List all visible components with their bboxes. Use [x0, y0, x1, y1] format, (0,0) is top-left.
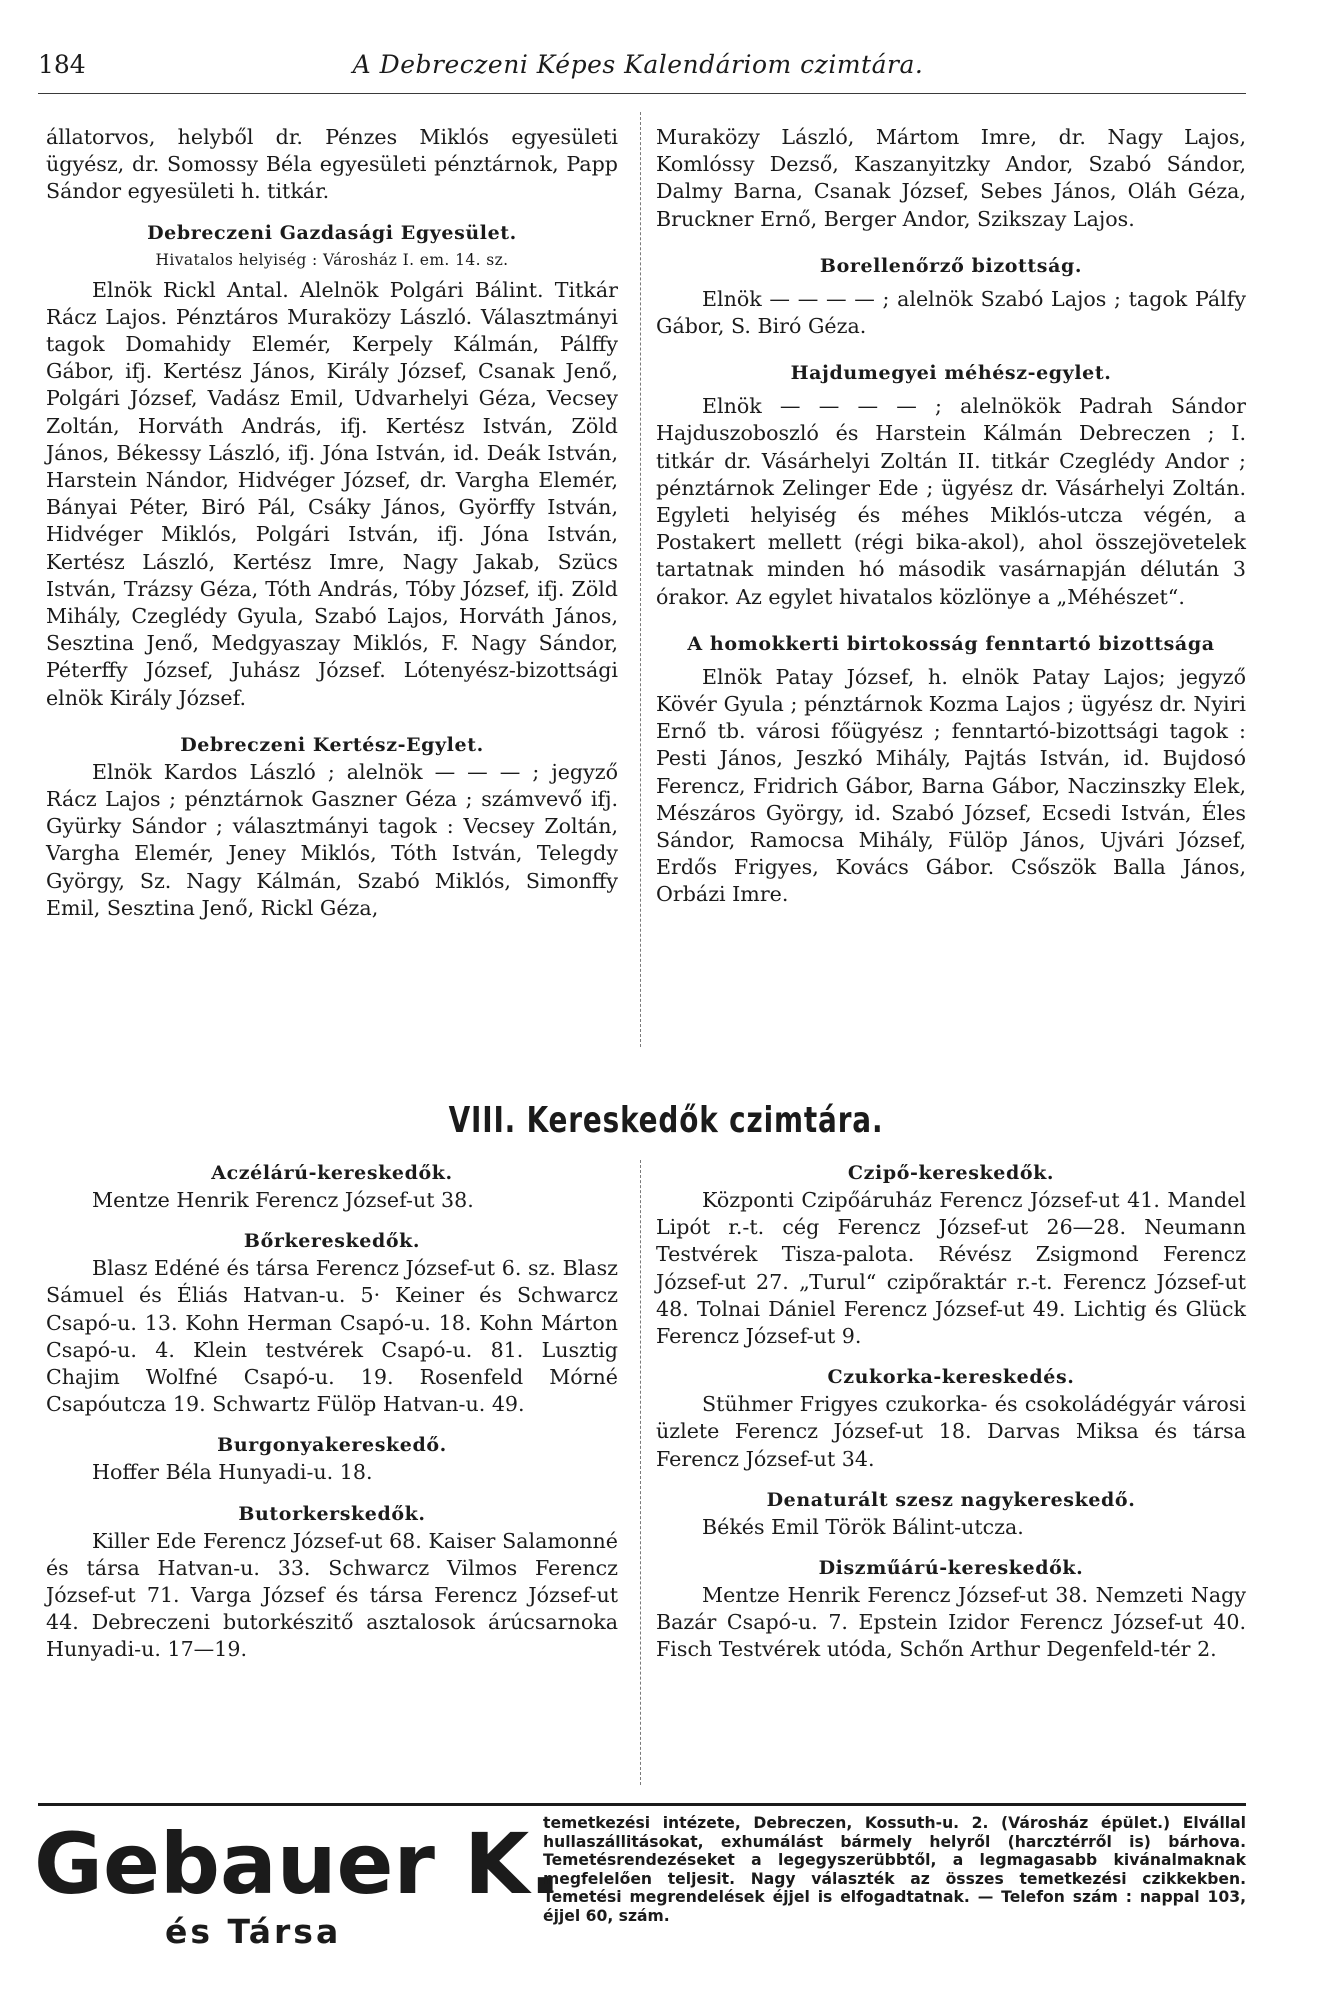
- section-heading-gazdasagi: Debreczeni Gazdasági Egyesület.: [147, 221, 517, 244]
- heading-aczelaru: Aczélárú-kereskedők.: [211, 1162, 453, 1184]
- heading-diszmuaru: Diszműárú-kereskedők.: [818, 1557, 1084, 1580]
- burgonya-body: Hoffer Béla Hunyadi-u. 18.: [92, 1460, 373, 1485]
- section-heading-kertesz: Debreczeni Kertész-Egylet.: [180, 733, 484, 756]
- borkereskedok-body: Blasz Edéné és társa Ferencz József-ut 6. sz. Blasz Sámuel és Éliás Hatvan-u. 5· Keiner és Schwarcz Csapó-u. 13. Kohn Herman Csapó-u. 18. Kohn Márton Csapó-u. 4. Klein testvérek Csapó-u. 81. Lusztig Chajim Wolfné Csapó-u. 19. Rosenfeld Mórné Csapóutcza 19. Schwartz Fülöp Hatvan-u. 49.: [46, 1256, 618, 1417]
- section-title: VIII. Kereskedők czimtára.: [448, 1100, 884, 1141]
- intro-paragraph: állatorvos, helyből dr. Pénzes Miklós egyesületi ügyész, dr. Somossy Béla egyesületi pénztárnok, Papp Sándor egyesületi h. titkár.: [46, 125, 618, 204]
- column-divider-top: [640, 112, 641, 1047]
- diszmuaru-body: Mentze Henrik Ferencz József-ut 38. Nemzeti Nagy Bazár Csapó-u. 7. Epstein Izidor Ferencz József-ut 40. Fisch Testvérek utóda, Schőn Arthur Degenfeld-tér 2.: [656, 1583, 1246, 1662]
- advert-company-name: Gebauer K.: [34, 1815, 562, 1913]
- top-left-column: [46, 124, 618, 922]
- borellenorzo-body: Elnök — — — — ; alelnök Szabó Lajos ; tagok Pálfy Gábor, S. Biró Géza.: [656, 286, 1246, 339]
- aczelaru-body: Mentze Henrik Ferencz József-ut 38.: [92, 1188, 474, 1212]
- advert-text: temetkezési intézete, Debreczen, Kossuth-u. 2. (Városház épület.) Elvállal hullaszállitásokat, exhumálást bármely helyről (harcztérről is) bárhova. Temetésrendezéseket a legegyszerübbtől, a legmagasabb kivánalmaknak megfelelően teljesit. Nagy választék az összes temetkezési czikkekben. Temetési megrendelések éjjel is elfogadtatnak. — Telefon szám : nappal 103, éjjel 60, szám.: [543, 1814, 1246, 1925]
- heading-szesz: Denaturált szesz nagykereskedő.: [766, 1488, 1136, 1511]
- page-header: [38, 48, 1238, 88]
- section-heading-homokkerti: A homokkerti birtokosság fenntartó bizottsága: [687, 632, 1215, 655]
- gazdasagi-body: Elnök Rickl Antal. Alelnök Polgári Bálint. Titkár Rácz Lajos. Pénztáros Muraközy László. Választmányi tagok Domahidy Elemér, Kerpely Kálmán, Pálffy Gábor, ifj. Kertész János, Király József, Csanak Jenő, Polgári József, Vadász Emil, Udvarhelyi Géza, Vecsey Zoltán, Horváth András, ifj. Kertész István, Zöld János, Békessy László, ifj. Jóna István, id. Deák István, Harstein Nándor, Hidvéger József, dr. Vargha Elemér, Bányai Péter, Biró Pál, Csáky János, Györffy István, Hidvéger Miklós, Polgári István, ifj. Jóna István, Kertész László, Kertész Imre, Nagy Jakab, Szücs István, Trázsy Géza, Tóth András, Tóby József, ifj. Zöld Mihály, Czeglédy Gyula, Szabó Lajos, Horváth János, Sesztina Jenő, Medgyaszay Miklós, F. Nagy Sándor, Péterffy József, Juhász József. Lótenyész-bizottsági elnök Király József.: [46, 277, 618, 710]
- section-heading-mehesz: Hajdumegyei méhész-egylet.: [790, 362, 1112, 385]
- heading-cipo: Czipő-kereskedők.: [847, 1162, 1055, 1184]
- heading-borkereskedok: Bőrkereskedők.: [243, 1230, 421, 1253]
- bottom-right-column: [656, 1160, 1246, 1664]
- running-title: A Debreczeni Képes Kalendáriom czimtára.: [352, 50, 924, 79]
- continued-paragraph: Muraközy László, Mártom Imre, dr. Nagy Lajos, Komlóssy Dezső, Kaszanyitzky Andor, Szabó Sándor, Dalmy Barna, Csanak József, Sebes János, Oláh Géza, Bruckner Ernő, Berger Andor, Szikszay Lajos.: [656, 125, 1246, 231]
- szesz-body: Békés Emil Török Bálint-utcza.: [702, 1514, 1024, 1539]
- butor-body: Killer Ede Ferencz József-ut 68. Kaiser Salamonné és társa Hatvan-u. 33. Schwarcz Vilmos Ferencz József-ut 71. Varga József és társa Ferencz József-ut 44. Debreczeni butorkészitő asztalosok árúcsarnoka Hunyadi-u. 17—19.: [46, 1528, 618, 1662]
- advert-company-sub: és Társa: [165, 1912, 342, 1951]
- column-divider-bottom: [640, 1160, 641, 1785]
- heading-burgonya: Burgonyakereskedő.: [217, 1434, 447, 1457]
- section-heading-borellenorzo: Borellenőrző bizottság.: [819, 254, 1083, 277]
- heading-butor: Butorkerskedők.: [238, 1502, 426, 1525]
- advert-rule: [38, 1803, 1246, 1806]
- heading-czukorka: Czukorka-kereskedés.: [827, 1366, 1075, 1389]
- mehesz-body: Elnök — — — — ; alelnökök Padrah Sándor Hajduszoboszló és Harstein Kálmán Debreczen ; I. titkár dr. Vásárhelyi Zoltán II. titkár Czeglédy Andor ; pénztárnok Zelinger Ede ; ügyész dr. Vásárhelyi Zoltán. Egyleti helyiség és méhes Miklós-utcza végén, a Postakert mellett (régi bika-akol), ahol összejövetelek tartatnak minden hó második vasárnapján délután 3 órakor. Az egylet hivatalos közlönye a „Méhészet“.: [656, 394, 1246, 609]
- office-note: Hivatalos helyiség : Városház I. em. 14. sz.: [155, 250, 509, 269]
- kertesz-body: Elnök Kardos László ; alelnök — — — ; jegyző Rácz Lajos ; pénztárnok Gaszner Géza ; számvevő ifj. Gyürky Sándor ; választmányi tagok : Vecsey Zoltán, Vargha Elemér, Jeney Miklós, Tóth István, Telegdy György, Sz. Nagy Kálmán, Szabó Miklós, Simonffy Emil, Sesztina Jenő, Rickl Géza,: [46, 759, 618, 920]
- homokkerti-body: Elnök Patay József, h. elnök Patay Lajos; jegyző Kövér Gyula ; pénztárnok Kozma Lajos ; ügyész dr. Nyiri Ernő tb. városi főügyész ; fenntartó-bizottsági tagok : Pesti János, Jeszkó Mihály, Pajtás István, id. Bujdosó Ferencz, Fridrich Gábor, Barna Gábor, Naczinszky Elek, Mészáros György, id. Szabó József, Ecsedi István, Éles Sándor, Ramocsa Mihály, Fülöp János, Ujvári József, Erdős Frigyes, Kovács Gábor. Csőszök Balla János, Orbázi Imre.: [656, 664, 1246, 907]
- top-right-column: [656, 124, 1246, 909]
- bottom-left-column: [46, 1160, 618, 1664]
- page-number: 184: [38, 50, 86, 79]
- czukorka-body: Stühmer Frigyes czukorka- és csokoládégyár városi üzlete Ferencz József-ut 18. Darvas Miksa és társa Ferencz József-ut 34.: [656, 1392, 1246, 1471]
- cipo-body: Központi Czipőáruház Ferencz József-ut 41. Mandel Lipót r.-t. cég Ferencz József-ut 26—28. Neumann Testvérek Tisza-palota. Révész Zsigmond Ferencz József-ut 27. „Turul“ czipőraktár r.-t. Ferencz József-ut 48. Tolnai Dániel Ferencz József-ut 49. Lichtig és Glück Ferencz József-ut 9.: [656, 1188, 1246, 1349]
- header-rule: [38, 93, 1246, 94]
